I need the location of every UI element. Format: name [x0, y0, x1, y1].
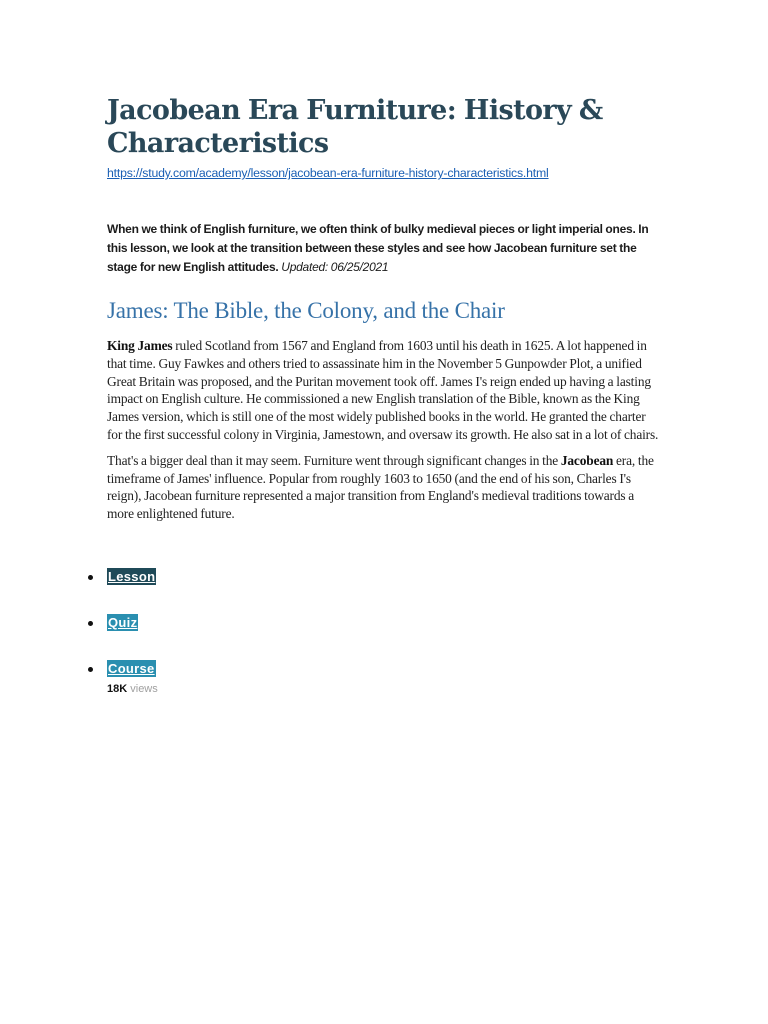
- section-heading: James: The Bible, the Colony, and the Chair: [107, 298, 505, 323]
- bullet-icon: [88, 621, 93, 626]
- king-james-bold: King James: [107, 338, 173, 353]
- bullet-icon: [88, 667, 93, 672]
- view-count-number: 18K: [107, 683, 128, 695]
- list-item-quiz: [84, 614, 156, 660]
- body-paragraph-2: [107, 452, 659, 523]
- document-content: [107, 94, 659, 523]
- course-link[interactable]: Course: [108, 661, 155, 676]
- jacobean-bold: Jacobean: [560, 452, 614, 468]
- view-count-label: views: [130, 683, 158, 695]
- body-paragraph-1: [107, 337, 659, 444]
- lesson-link[interactable]: Lesson: [108, 569, 156, 584]
- bullet-icon: [88, 575, 93, 580]
- updated-date: Updated: 06/25/2021: [281, 260, 389, 274]
- quiz-link[interactable]: Quiz: [108, 615, 138, 630]
- source-url-link[interactable]: https://study.com/academy/lesson/jacobean-era-furniture-history-characteristics.html: [107, 166, 549, 180]
- view-count: [107, 683, 158, 695]
- intro-text: When we think of English furniture, we often think of bulky medieval pieces or light imperial ones. In this lesson, we look at the transition between these styles and see how Jacobean furniture set the stage for new English attitudes.: [107, 222, 649, 274]
- page-title: Jacobean Era Furniture: History & Characteristics: [107, 95, 603, 159]
- list-item-lesson: [84, 568, 156, 614]
- intro-paragraph: [107, 220, 659, 277]
- paragraph-1-text: ruled Scotland from 1567 and England from 1603 until his death in 1625. A lot happened in that time. Guy Fawkes and others tried to assassinate him in the November 5 Gunpowder Plot, a unified Great Britain was proposed, and the Puritan movement took off. James I's reign ended up having a lasting impact on English culture. He commissioned a new English translation of the Bible, known as the King James version, which is still one of the most widely published books in the world. He granted the charter for the first successful colony in Virginia, Jamestown, and oversaw its growth. He also sat in a lot of chairs.: [107, 338, 659, 442]
- paragraph-2-text-after: era, the timeframe of James' influence. Popular from roughly 1603 to 1650 (and the end of his son, Charles I's reign), Jacobean furniture represented a major transition from England's medieval traditions towards a more enlightened future.: [107, 452, 654, 522]
- paragraph-2-text-before: That's a bigger deal than it may seem. Furniture went through significant changes in the: [107, 452, 561, 468]
